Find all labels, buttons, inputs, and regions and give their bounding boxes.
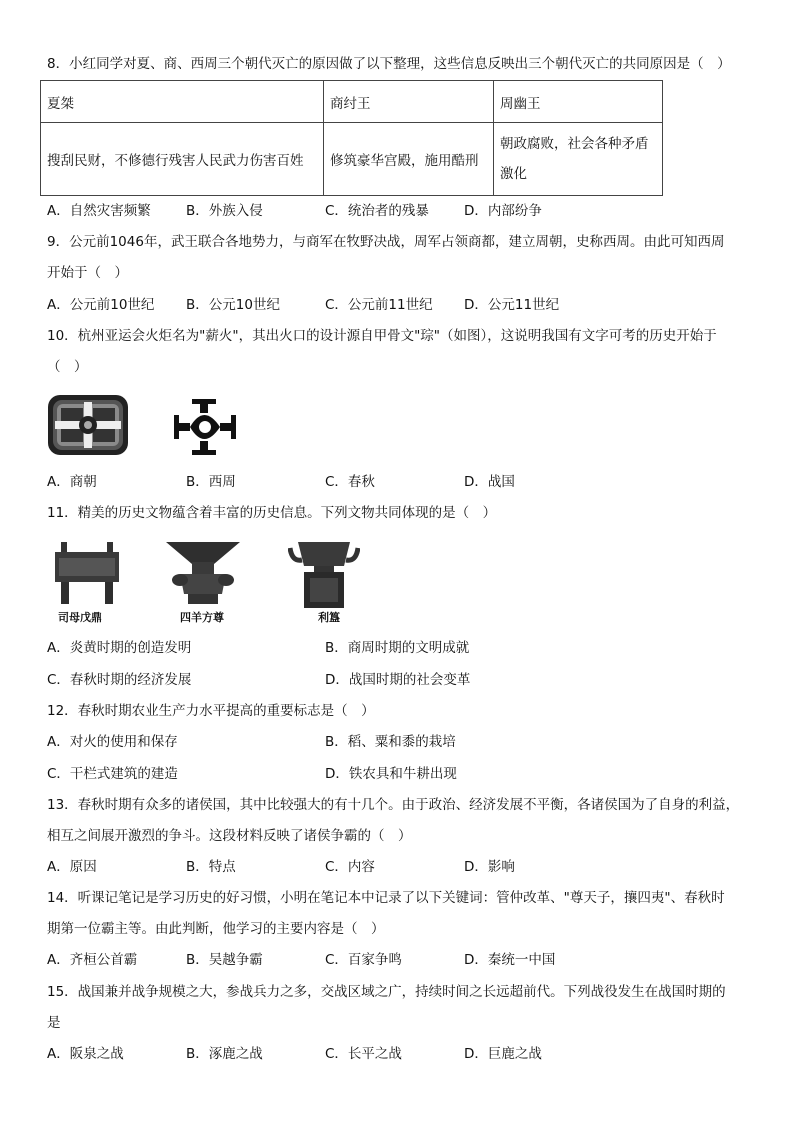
q11-option-c[interactable]: C．春秋时期的经济发展 — [47, 672, 192, 688]
q10-stem-line2: （ ） — [47, 359, 88, 375]
li-gui-image — [288, 536, 360, 610]
artifact-caption: 利簋 — [318, 611, 340, 624]
q9-option-d[interactable]: D．公元11世纪 — [464, 297, 560, 313]
q15-option-c[interactable]: C．长平之战 — [325, 1046, 402, 1062]
table-header-cell: 周幽王 — [494, 81, 663, 123]
q9-option-a[interactable]: A．公元前10世纪 — [47, 297, 155, 313]
q8-option-a[interactable]: A．自然灾害频繁 — [47, 203, 151, 219]
q14-option-b[interactable]: B．吴越争霸 — [186, 952, 263, 968]
q13-stem-line2: 相互之间展开激烈的争斗。这段材料反映了诸侯争霸的（ ） — [47, 828, 412, 844]
q15-option-a[interactable]: A．阪泉之战 — [47, 1046, 124, 1062]
q10-option-c[interactable]: C．春秋 — [325, 474, 375, 490]
q13-option-d[interactable]: D．影响 — [464, 859, 515, 875]
table-header-row — [41, 81, 663, 123]
q10-option-d[interactable]: D．战国 — [464, 474, 515, 490]
q13-option-a[interactable]: A．原因 — [47, 859, 97, 875]
table-cell: 搜刮民财，不修德行残害人民武力伤害百姓 — [41, 123, 324, 196]
q12-option-b[interactable]: B．稻、粟和黍的栽培 — [325, 734, 456, 750]
q10-option-b[interactable]: B．西周 — [186, 474, 236, 490]
q9-option-b[interactable]: B．公元10世纪 — [186, 297, 280, 313]
q10-option-a[interactable]: A．商朝 — [47, 474, 97, 490]
table-header-cell: 夏桀 — [41, 81, 324, 123]
q15-option-b[interactable]: B．涿鹿之战 — [186, 1046, 263, 1062]
artifact-caption: 司母戊鼎 — [58, 611, 102, 624]
q8-stem: 8．小红同学对夏、商、西周三个朝代灭亡的原因做了以下整理，这些信息反映出三个朝代灭亡的共同原因是（ ） — [47, 56, 731, 72]
q12-option-c[interactable]: C．干栏式建筑的建造 — [47, 766, 178, 782]
torch-burner-image — [47, 394, 129, 456]
q12-option-a[interactable]: A．对火的使用和保存 — [47, 734, 178, 750]
q14-stem-line1: 14．听课记笔记是学习历史的好习惯，小明在笔记本中记录了以下关键词：管仲改革、"尊天子，攘四夷"、春秋时 — [47, 890, 725, 906]
artifact-caption: 四羊方尊 — [180, 611, 224, 624]
table-cell — [494, 123, 663, 196]
q13-option-c[interactable]: C．内容 — [325, 859, 375, 875]
q12-stem: 12．春秋时期农业生产力水平提高的重要标志是（ ） — [47, 703, 375, 719]
q10-stem-line1: 10．杭州亚运会火炬名为"薪火"，其出火口的设计源自甲骨文"琮"（如图），这说明我国有文字可考的历史开始于 — [47, 328, 717, 344]
q11-option-b[interactable]: B．商周时期的文明成就 — [325, 640, 470, 656]
q11-option-d[interactable]: D．战国时期的社会变革 — [325, 672, 471, 688]
q8-table — [40, 80, 663, 196]
table-row — [41, 123, 663, 196]
q12-option-d[interactable]: D．铁农具和牛耕出现 — [325, 766, 457, 782]
simuwu-ding-image — [47, 540, 127, 606]
q14-stem-line2: 期第一位霸主等。由此判断，他学习的主要内容是（ ） — [47, 921, 385, 937]
q15-stem-line2: 是 — [47, 1015, 61, 1031]
q8-option-b[interactable]: B．外族入侵 — [186, 203, 263, 219]
table-cell: 修筑豪华宫殿，施用酷刑 — [324, 123, 494, 196]
q14-option-c[interactable]: C．百家争鸣 — [325, 952, 402, 968]
table-cell-line: 激化 — [500, 166, 527, 182]
q14-option-d[interactable]: D．秦统一中国 — [464, 952, 556, 968]
oracle-bone-character-image — [170, 397, 240, 457]
table-cell-line: 朝政腐败，社会各种矛盾 — [500, 136, 649, 152]
q15-option-d[interactable]: D．巨鹿之战 — [464, 1046, 542, 1062]
q11-stem: 11．精美的历史文物蕴含着丰富的历史信息。下列文物共同体现的是（ ） — [47, 505, 497, 521]
q9-stem-line1: 9．公元前1046年，武王联合各地势力，与商军在牧野决战，周军占领商都，建立周朝，史称西周。由此可知西周 — [47, 234, 725, 250]
q9-stem-line2: 开始于（ ） — [47, 265, 128, 281]
q8-option-c[interactable]: C．统治者的残暴 — [325, 203, 429, 219]
q11-option-a[interactable]: A．炎黄时期的创造发明 — [47, 640, 192, 656]
q15-stem-line1: 15．战国兼并战争规模之大，参战兵力之多，交战区域之广，持续时间之长远超前代。下列战役发生在战国时期的 — [47, 984, 726, 1000]
four-goat-square-zun-image — [162, 540, 244, 606]
q13-option-b[interactable]: B．特点 — [186, 859, 236, 875]
q8-option-d[interactable]: D．内部纷争 — [464, 203, 542, 219]
q13-stem-line1: 13．春秋时期有众多的诸侯国，其中比较强大的有十几个。由于政治、经济发展不平衡，各诸侯国为了自身的利益， — [47, 797, 740, 813]
table-header-cell: 商纣王 — [324, 81, 494, 123]
q9-option-c[interactable]: C．公元前11世纪 — [325, 297, 433, 313]
q14-option-a[interactable]: A．齐桓公首霸 — [47, 952, 138, 968]
